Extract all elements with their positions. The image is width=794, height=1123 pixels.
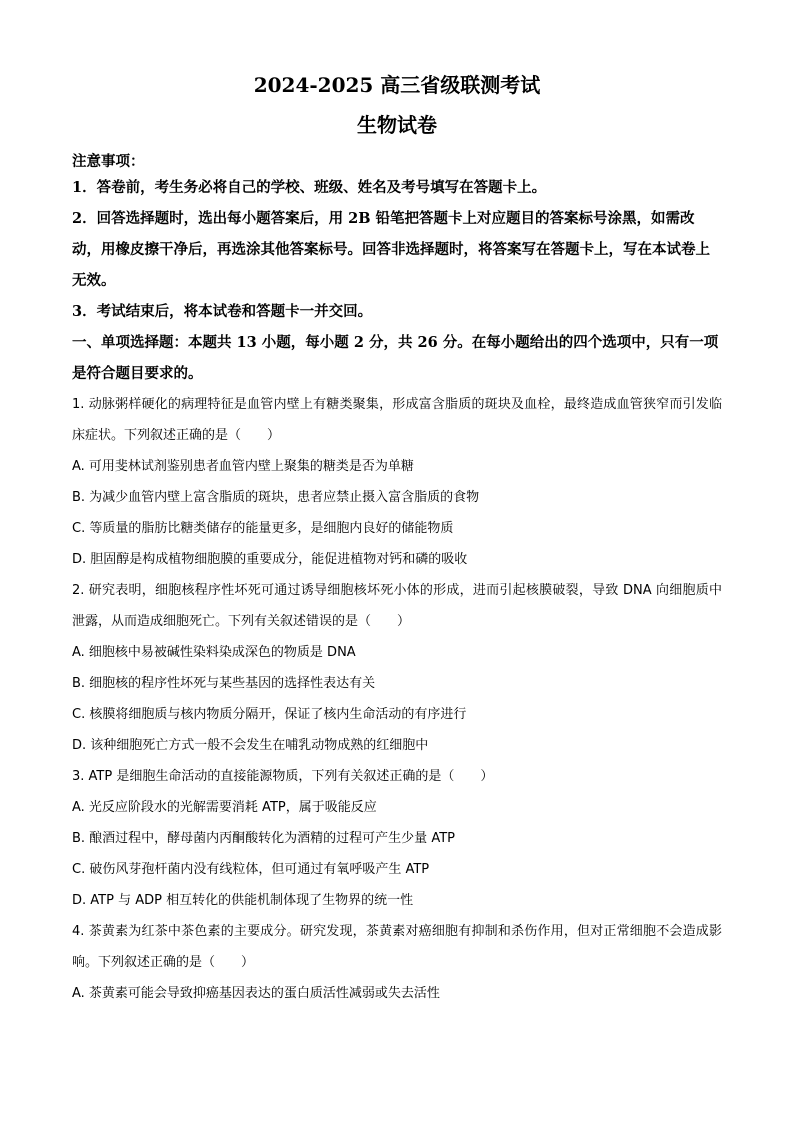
- question-stem: 1. 动脉粥样硬化的病理特征是血管内壁上有糖类聚集，形成富含脂质的斑块及血栓，最终造成血管狭窄而引发临床症状。下列叙述正确的是（ ）: [72, 397, 722, 443]
- note-item-3: 3．考试结束后，将本试卷和答题卡一并交回。: [72, 303, 373, 320]
- question-option-c: C. 核膜将细胞质与核内物质分隔开，保证了核内生命活动的有序进行: [72, 707, 467, 722]
- question-2: [72, 575, 722, 761]
- question-option-b: B. 酿酒过程中，酵母菌内丙酮酸转化为酒精的过程可产生少量 ATP: [72, 831, 455, 846]
- question-option-a: A. 可用斐林试剂鉴别患者血管内壁上聚集的糖类是否为单糖: [72, 459, 414, 474]
- question-option-a: A. 细胞核中易被碱性染料染成深色的物质是 DNA: [72, 645, 356, 660]
- question-1: [72, 389, 722, 575]
- question-option-c: C. 等质量的脂肪比糖类储存的能量更多，是细胞内良好的储能物质: [72, 521, 454, 536]
- question-option-d: D. ATP 与 ADP 相互转化的供能机制体现了生物界的统一性: [72, 893, 414, 908]
- question-option-a: A. 茶黄素可能会导致抑癌基因表达的蛋白质活性减弱或失去活性: [72, 986, 440, 1001]
- notes-block: [72, 152, 722, 327]
- question-option-d: D. 该种细胞死亡方式一般不会发生在哺乳动物成熟的红细胞中: [72, 738, 429, 753]
- question-option-b: B. 细胞核的程序性坏死与某些基因的选择性表达有关: [72, 676, 376, 691]
- exam-subtitle: 生物试卷: [357, 113, 437, 137]
- note-item-2: 2．回答选择题时，选出每小题答案后，用 2B 铅笔把答题卡上对应题目的答案标号涂黑，如需改动，用橡皮擦干净后，再选涂其他答案标号。回答非选择题时，将答案写在答题卡上，写在本试卷上无效。: [72, 210, 710, 289]
- question-3: [72, 761, 722, 916]
- question-4: [72, 916, 722, 1009]
- question-stem: 2. 研究表明，细胞核程序性坏死可通过诱导细胞核坏死小体的形成，进而引起核膜破裂，导致 DNA 向细胞质中泄露，从而造成细胞死亡。下列有关叙述错误的是（ ）: [72, 583, 722, 629]
- question-option-d: D. 胆固醇是构成植物细胞膜的重要成分，能促进植物对钙和磷的吸收: [72, 552, 468, 567]
- question-option-b: B. 为减少血管内壁上富含脂质的斑块，患者应禁止摄入富含脂质的食物: [72, 490, 480, 505]
- exam-title: 2024-2025 高三省级联测考试: [253, 73, 541, 97]
- notes-heading: 注意事项：: [72, 153, 145, 170]
- section-heading: 一、单项选择题：本题共 13 小题，每小题 2 分，共 26 分。在每小题给出的四个选项中，只有一项是符合题目要求的。: [72, 334, 719, 382]
- question-stem: 3. ATP 是细胞生命活动的直接能源物质，下列有关叙述正确的是（ ）: [72, 769, 494, 784]
- question-option-a: A. 光反应阶段水的光解需要消耗 ATP，属于吸能反应: [72, 800, 377, 815]
- question-option-c: C. 破伤风芽孢杆菌内没有线粒体，但可通过有氧呼吸产生 ATP: [72, 862, 430, 877]
- question-stem: 4. 茶黄素为红茶中茶色素的主要成分。研究发现，茶黄素对癌细胞有抑制和杀伤作用，但对正常细胞不会造成影响。下列叙述正确的是（ ）: [72, 924, 722, 970]
- note-item-1: 1．答卷前，考生务必将自己的学校、班级、姓名及考号填写在答题卡上。: [72, 179, 547, 196]
